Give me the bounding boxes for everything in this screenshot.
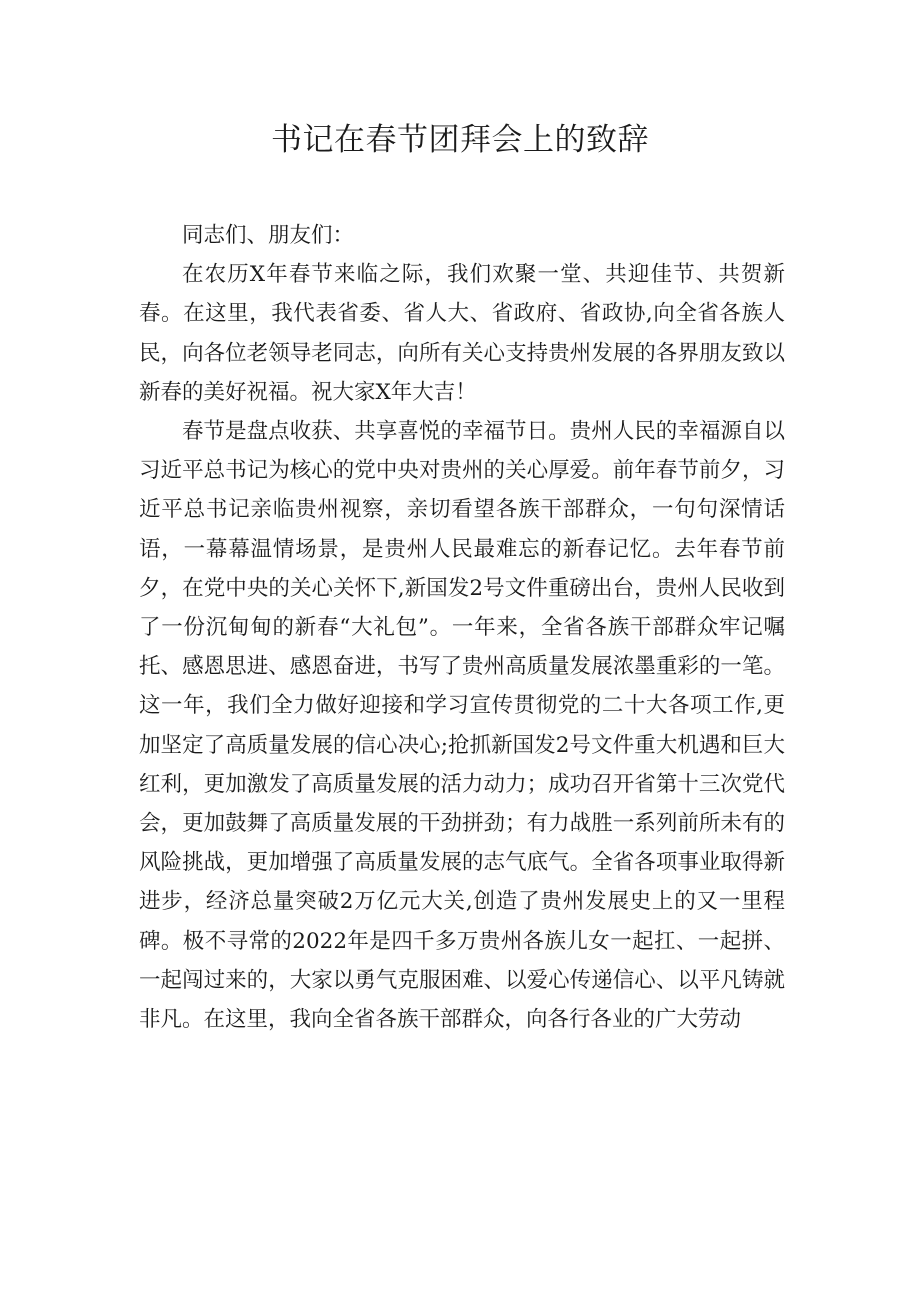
paragraph-2: 春节是盘点收获、共享喜悦的幸福节日。贵州人民的幸福源自以习近平总书记为核心的党中央对贵州的关心厚爱。前年春节前夕，习近平总书记亲临贵州视察，亲切看望各族干部群众，一句句深情话语，一幕幕温情场景，是贵州人民最难忘的新春记忆。去年春节前夕，在党中央的关心关怀下,新国发2号文件重磅出台，贵州人民收到了一份沉甸甸的新春“大礼包”。一年来，全省各族干部群众牢记嘱托、感恩思进、感恩奋进，书写了贵州高质量发展浓墨重彩的一笔。这一年，我们全力做好迎接和学习宣传贯彻党的二十大各项工作,更加坚定了高质量发展的信心决心;抢抓新国发2号文件重大机遇和巨大红利，更加激发了高质量发展的活力动力；成功召开省第十三次党代会，更加鼓舞了高质量发展的干劲拼劲；有力战胜一系列前所未有的风险挑战，更加增强了高质量发展的志气底气。全省各项事业取得新进步，经济总量突破2万亿元大关,创造了贵州发展史上的又一里程碑。极不寻常的2022年是四千多万贵州各族儿女一起扛、一起拼、一起闯过来的，大家以勇气克服困难、以爱心传递信心、以平凡铸就非凡。在这里，我向全省各族干部群众，向各行各业的广大劳动: [139, 419, 785, 1033]
salutation: 同志们、朋友们：: [182, 223, 355, 248]
document-title: 书记在春节团拜会上的致辞: [271, 122, 649, 158]
document-body: [139, 216, 785, 1039]
paragraph-1: 在农历X年春节来临之际，我们欢聚一堂、共迎佳节、共贺新春。在这里，我代表省委、省人大、省政府、省政协,向全省各族人民，向各位老领导老同志，向所有关心支持贵州发展的各界朋友致以新春的美好祝福。祝大家X年大吉！: [139, 262, 785, 405]
